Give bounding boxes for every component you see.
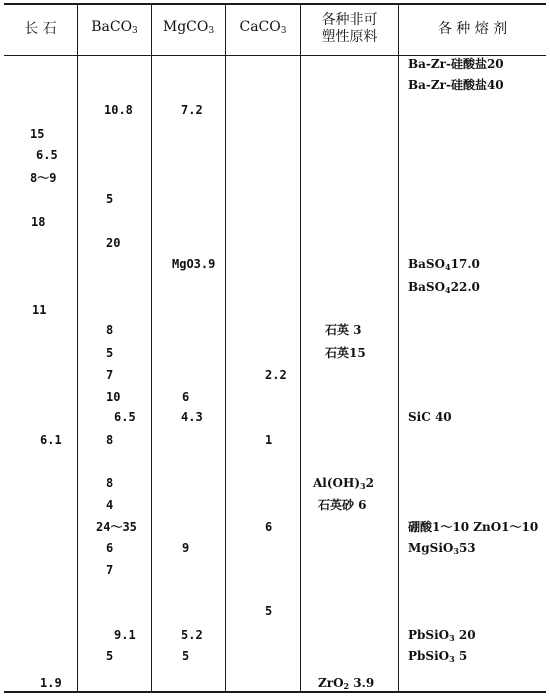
- cell-baco3: 9.1: [114, 628, 136, 642]
- header-nonplastic: [301, 4, 398, 54]
- cell-flux: BaSO$_4$22.0: [408, 280, 480, 295]
- cell-feldspar: 1.9: [40, 676, 62, 690]
- cell-baco3: 7: [106, 368, 114, 382]
- header-baco3: [78, 4, 151, 54]
- cell-flux: PbSiO$_3$ 5: [408, 649, 468, 664]
- cell-baco3: 5: [106, 192, 114, 206]
- cell-baco3: 7: [106, 563, 114, 577]
- cell-caco3: 2.2: [265, 368, 287, 382]
- cell-feldspar: 6.1: [40, 433, 62, 447]
- cell-baco3: 6: [106, 541, 114, 555]
- cell-baco3: 4: [106, 498, 114, 512]
- cell-baco3: 8: [106, 433, 114, 447]
- cell-caco3: 6: [265, 520, 273, 534]
- cell-caco3: 1: [265, 433, 273, 447]
- cell-baco3: 5: [106, 346, 114, 360]
- table-bottom-rule: [4, 691, 546, 693]
- header-nonplastic-line1: 各种非可: [321, 12, 378, 28]
- cell-mgco3: 9: [182, 541, 190, 555]
- header-mgco3: [152, 4, 225, 54]
- header-flux-label: 各 种 熔 剂: [437, 20, 508, 37]
- cell-nonplastic: ZrO$_2$ 3.9: [318, 676, 375, 691]
- cell-nonplastic: 石英15: [325, 346, 366, 360]
- cell-mgco3: 5.2: [181, 628, 203, 642]
- cell-nonplastic: 石英 3: [325, 323, 362, 337]
- cell-flux: Ba-Zr-硅酸盐20: [408, 57, 504, 71]
- cell-mgco3: MgO3.9: [172, 257, 216, 271]
- column-divider: [300, 3, 301, 693]
- header-flux: [399, 4, 546, 54]
- cell-flux: Ba-Zr-硅酸盐40: [408, 78, 504, 92]
- cell-feldspar: 8～9: [30, 171, 57, 185]
- header-caco3-label: CaCO$_3$: [239, 18, 287, 36]
- cell-mgco3: 6: [182, 390, 190, 404]
- cell-baco3: 5: [106, 649, 114, 663]
- cell-nonplastic: $Al(OH)_32$: [313, 476, 374, 491]
- cell-mgco3: 4.3: [181, 410, 203, 424]
- cell-baco3: 8: [106, 476, 114, 490]
- cell-mgco3: 7.2: [181, 103, 203, 117]
- header-nonplastic-line2: 塑性原料: [321, 29, 378, 45]
- cell-caco3: 5: [265, 604, 273, 618]
- column-divider: [225, 3, 226, 693]
- cell-flux: SiC 40: [408, 410, 452, 424]
- cell-baco3: 6.5: [114, 410, 136, 424]
- cell-baco3: 20: [106, 236, 121, 250]
- cell-baco3: 24～35: [96, 520, 137, 534]
- cell-baco3: 10.8: [104, 103, 133, 117]
- cell-flux: 硼酸1～10 ZnO1～10: [408, 520, 539, 534]
- cell-feldspar: 6.5: [36, 148, 58, 162]
- cell-flux: MgSiO$_3$53: [408, 541, 476, 556]
- cell-feldspar: 18: [31, 215, 46, 229]
- cell-baco3: 8: [106, 323, 114, 337]
- column-divider: [77, 3, 78, 693]
- header-baco3-label: BaCO$_3$: [91, 18, 138, 36]
- header-caco3: [226, 4, 300, 54]
- column-divider: [151, 3, 152, 693]
- cell-nonplastic: 石英砂 6: [318, 498, 367, 512]
- cell-feldspar: 11: [32, 303, 47, 317]
- column-divider: [398, 3, 399, 693]
- cell-baco3: 10: [106, 390, 121, 404]
- cell-mgco3: 5: [182, 649, 190, 663]
- header-feldspar: [4, 4, 77, 54]
- cell-flux: BaSO$_4$17.0: [408, 257, 480, 272]
- cell-flux: PbSiO$_3$ 20: [408, 628, 476, 643]
- cell-feldspar: 15: [30, 127, 45, 141]
- header-mgco3-label: MgCO$_3$: [162, 18, 215, 36]
- header-feldspar-label: 长 石: [24, 20, 57, 37]
